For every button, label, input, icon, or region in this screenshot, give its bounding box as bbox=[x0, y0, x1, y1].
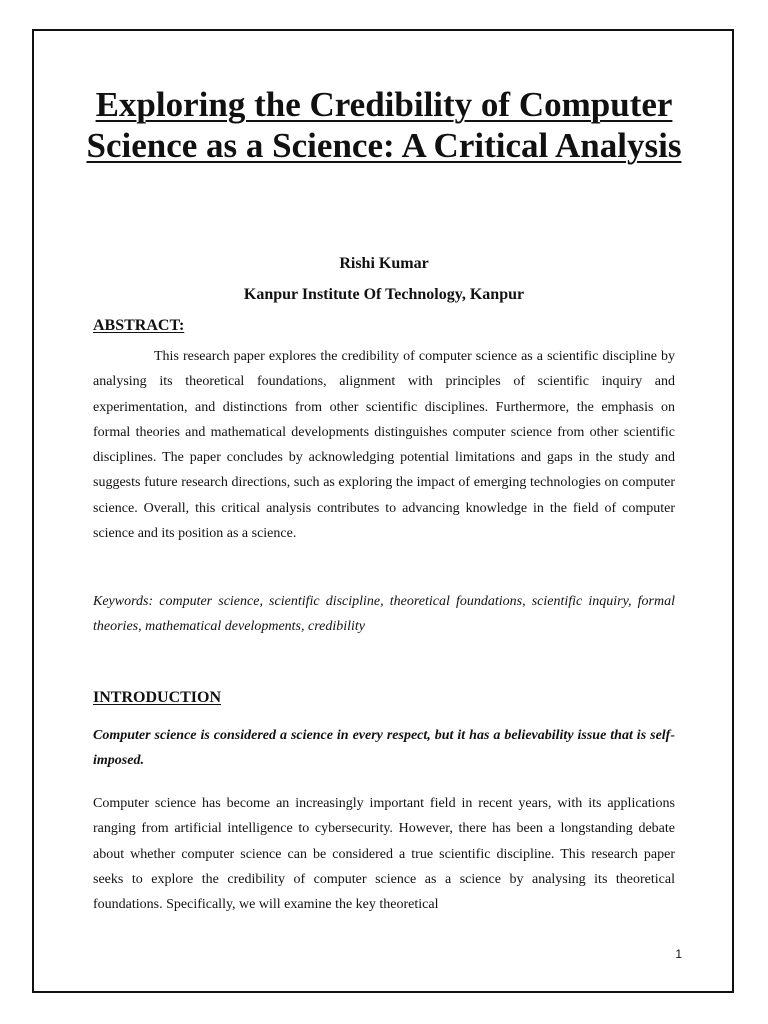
page-number: 1 bbox=[675, 947, 682, 961]
author-name: Rishi Kumar bbox=[339, 255, 429, 272]
keywords: Keywords: computer science, scientific discipline, theoretical foundations, scientific inquiry, formal theories, mathematical developments, credibility bbox=[93, 594, 675, 635]
introduction-lead: Computer science is considered a science in every respect, but it has a believability issue that is self-imposed. bbox=[93, 728, 675, 769]
introduction-text: Computer science has become an increasingly important field in recent years, with its applications ranging from artificial intelligence to cybersecurity. However, there has been a longstanding debate about whether computer science can be considered a true scientific discipline. This research paper seeks to explore the credibility of computer science as a science by analysing its theoretical foundations. Specifically, we will examine the key theoretical bbox=[93, 796, 675, 913]
abstract-text: This research paper explores the credibility of computer science as a scientific discipline by analysing its theoretical foundations, alignment with principles of scientific inquiry and experimentation, and distinctions from other scientific disciplines. Furthermore, the emphasis on formal theories and mathematical developments distinguishes computer science from other scientific disciplines. The paper concludes by acknowledging potential limitations and gaps in the study and suggests future research directions, such as exploring the impact of emerging technologies on computer science. Overall, this critical analysis contributes to advancing knowledge in the field of computer science and its position as a science. bbox=[93, 349, 675, 542]
abstract-heading: ABSTRACT: bbox=[93, 317, 185, 334]
introduction-heading: INTRODUCTION bbox=[93, 689, 222, 706]
paper-title: Exploring the Credibility of Computer Science as a Science: A Critical Analysis bbox=[86, 85, 682, 165]
author-affiliation: Kanpur Institute Of Technology, Kanpur bbox=[243, 286, 525, 303]
